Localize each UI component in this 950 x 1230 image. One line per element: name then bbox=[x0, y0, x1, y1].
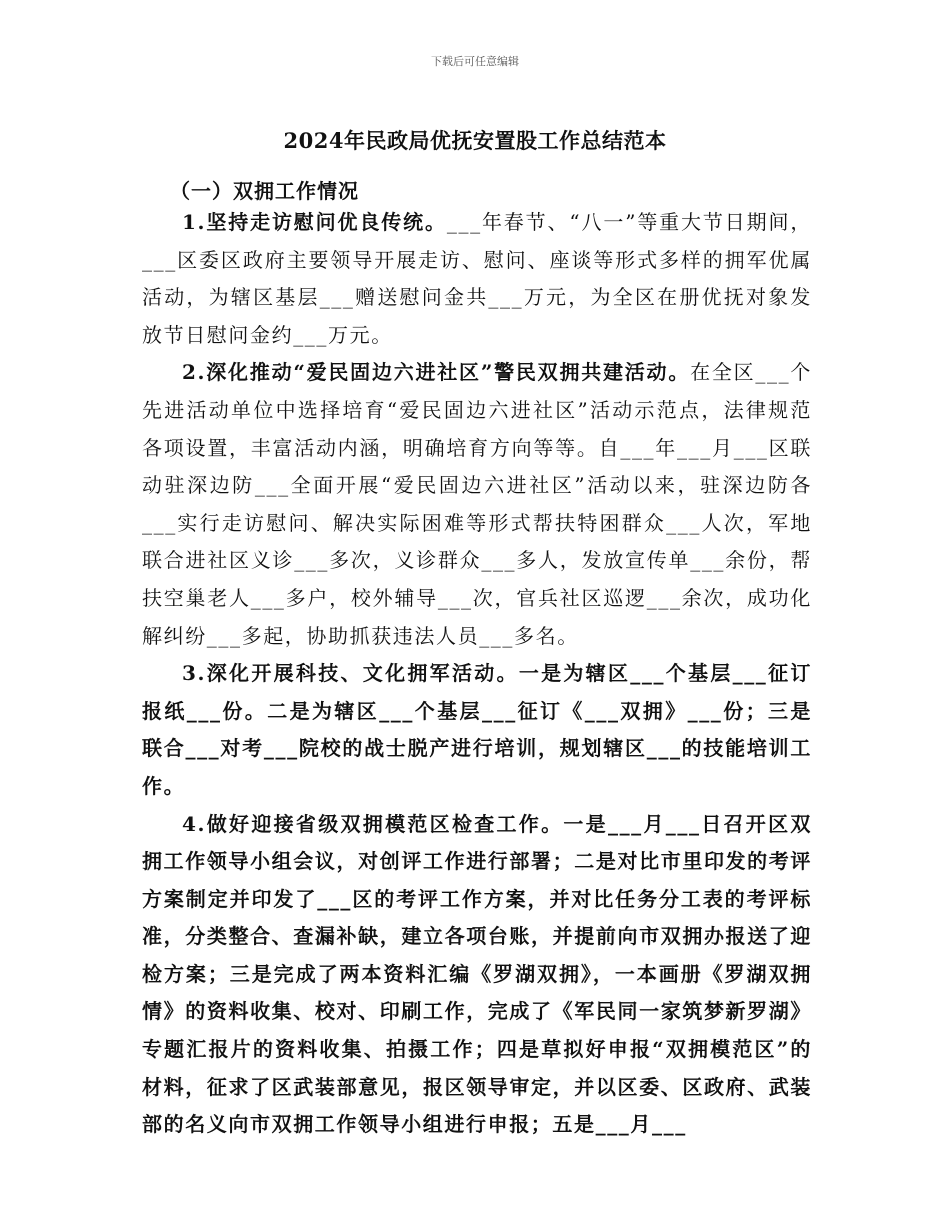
page-header-note: 下载后可任意编辑 bbox=[431, 55, 519, 68]
paragraph-4 bbox=[142, 806, 812, 1144]
paragraph-4-lead: 4.做好迎接省级双拥模范区检查工作。 bbox=[182, 811, 564, 836]
paragraph-4-text: 一是___月___日召开区双拥工作领导小组会议，对创评工作进行部署；二是对比市里印发的考评方案制定并印发了___区的考评工作方案，并对比任务分工表的考评标准，分类整合、查漏补缺，建立各项台账，并提前向市双拥办报送了迎检方案；三是完成了两本资料汇编《罗湖双拥》，一本画册《罗湖双拥情》的资料收集、校对、印刷工作，完成了《军民同一家筑梦新罗湖》专题汇报片的资料收集、拍摄工作；四是草拟好申报“双拥模范区”的材料，征求了区武装部意见，报区领导审定，并以区委、区政府、武装部的名义向市双拥工作领导小组进行申报；五是___月___ bbox=[142, 811, 812, 1137]
paragraph-2-text: 在全区___个先进活动单位中选择培育“爱民固边六进社区”活动示范点，法律规范各项设置，丰富活动内涵，明确培育方向等等。自___年___月___区联动驻深边防___全面开展“爱民固边六进社区”活动以来，驻深边防各___实行走访慰问、解决实际困难等形式帮扶特困群众___人次，军地联合进社区义诊___多次，义诊群众___多人，发放宣传单___余份，帮扶空巢老人___多户，校外辅导___次，官兵社区巡逻___余次，成功化解纠纷___多起，协助抓获违法人员___多名。 bbox=[142, 360, 812, 648]
paragraph-2-lead: 2.深化推动“爱民固边六进社区”警民双拥共建活动。 bbox=[182, 360, 691, 385]
paragraph-1 bbox=[142, 204, 812, 354]
document-title: 2024年民政局优抚安置股工作总结范本 bbox=[283, 128, 667, 153]
paragraph-3-text: 一是为辖区___个基层___征订报纸___份。二是为辖区___个基层___征订《___双拥》___份；三是联合___对考___院校的战士脱产进行培训，规划辖区___的技能培训工作。 bbox=[142, 661, 812, 798]
paragraph-2 bbox=[142, 354, 812, 655]
paragraph-3-lead: 3.深化开展科技、文化拥军活动。 bbox=[182, 661, 519, 686]
document-body bbox=[142, 204, 812, 1144]
section-heading: （一）双拥工作情况 bbox=[170, 179, 359, 203]
paragraph-1-text: ___年春节、“八一”等重大节日期间，___区委区政府主要领导开展走访、慰问、座谈等形式多样的拥军优属活动，为辖区基层___赠送慰问金共___万元，为全区在册优抚对象发放节日慰问金约___万元。 bbox=[142, 210, 812, 347]
paragraph-3 bbox=[142, 655, 812, 805]
paragraph-1-lead: 1.坚持走访慰问优良传统。 bbox=[182, 210, 447, 234]
